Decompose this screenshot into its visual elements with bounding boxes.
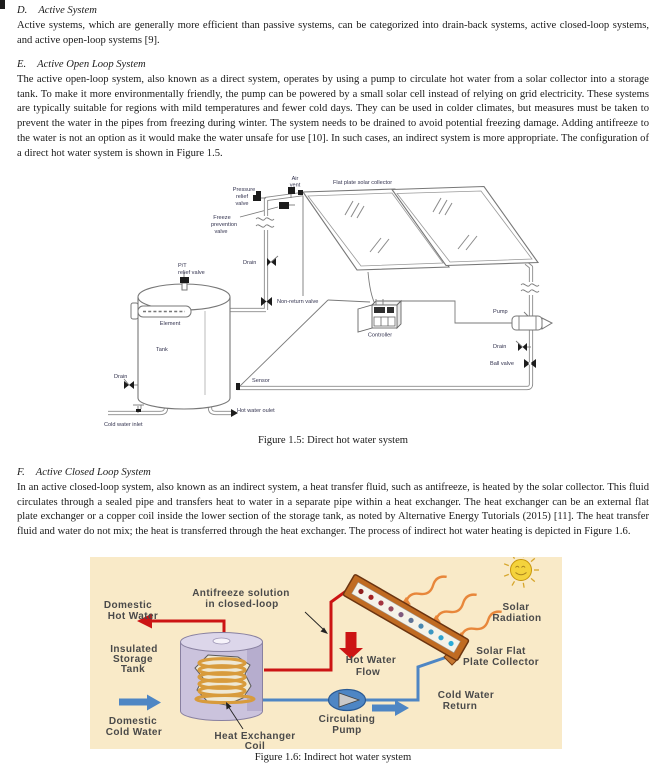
circulating-pump-label: Circulating	[318, 714, 376, 725]
cold-water-inlet-label: Cold water inlet	[104, 422, 143, 428]
figure-1-5-direct-hot-water-diagram	[100, 170, 560, 435]
section-f-heading	[17, 466, 649, 481]
freeze-prevention-valve-icon	[279, 202, 295, 209]
section-d-heading	[17, 4, 649, 19]
sensor-icon	[236, 383, 240, 390]
section-title: Active System	[38, 5, 97, 16]
hot-water-flow-label: Flow	[355, 667, 381, 678]
sensor-label: Sensor	[252, 378, 270, 384]
circulating-pump-icon	[329, 690, 366, 711]
section-f-body: In an active closed-loop system, also known as an indirect system, a heat transfer fluid, such as antifreeze, is heated by the solar collector. This fluid circulates through a sealed pipe and transfers heat to water in a separate pipe within a heat exchanger. The heat exchanger can be an external flat plate exchanger or a copper coil inside the lower section of the storage tank, as noted by Alternative Energy Tutorials (2015) [11]. The heat transfer fluid and water do not mix; the heat is transferred through the heat exchanger. The process of indirect hot water heating is depicted in Figure 1.6.	[17, 481, 649, 538]
section-letter: F.	[17, 467, 25, 478]
tank-label: Tank	[156, 347, 168, 353]
pt-relief-label: relief valve	[178, 270, 205, 276]
storage-tank	[138, 284, 230, 409]
tank-drain-valve-icon	[124, 379, 138, 389]
section-letter: E.	[17, 59, 27, 70]
drain-label: Drain	[243, 260, 257, 266]
pipe-break-left	[256, 216, 274, 230]
pressure-relief-label: Pressure	[232, 187, 256, 193]
circulating-pump-label: Pump	[332, 725, 362, 736]
antifreeze-label: in closed-loop	[205, 599, 279, 610]
solar-collector-label: Plate Collector	[462, 657, 540, 668]
pipe-break-right	[521, 282, 539, 295]
pt-relief-label: P/T	[178, 263, 187, 269]
section-f	[17, 466, 649, 540]
figure-1-6-caption: Figure 1.6: Indirect hot water system	[254, 752, 412, 763]
controller-label: Controller	[367, 332, 393, 339]
solar-collector-label: Solar Flat	[476, 646, 526, 657]
solar-radiation-label: Solar	[502, 602, 530, 613]
drain-label: Drain	[114, 374, 128, 380]
section-title: Active Closed Loop System	[35, 467, 151, 478]
pressure-relief-label: valve	[235, 201, 249, 207]
figure-1-5-caption: Figure 1.5: Direct hot water system	[257, 435, 409, 446]
controller-box	[358, 299, 401, 332]
cold-water-return-label: Return	[442, 701, 478, 712]
heat-exchanger-label: Heat Exchanger	[214, 731, 296, 742]
section-e	[17, 58, 649, 162]
pump-label: Pump	[493, 309, 508, 315]
section-d	[17, 4, 649, 48]
mid-drain-valve-icon	[267, 256, 278, 266]
air-vent-label: Air	[291, 176, 299, 182]
solar-collector-panels	[303, 187, 538, 297]
solar-radiation-label: Radiation	[492, 613, 542, 624]
freeze-prevention-label: valve	[214, 229, 228, 235]
pressure-relief-label: relief	[235, 194, 249, 200]
section-e-body: The active open-loop system, also known as a direct system, operates by using a pump to circulate hot water from a solar collector into a storage tank. To make it more environmentally friendly, the pump can be powered by a small solar cell instead of relying on grid electricity. These systems are typically suitable for regions with mild temperatures and fewer cold days. They can be used in colder climates, but measures must be taken to prevent the water in the pipes from freezing during winter. The system needs to be drained to avoid potential freezing damage. Adding antifreeze to the water is not an option as it would make the water unsafe for use [10]. In such cases, an indirect system is more appropriate. The configuration of a direct hot water system is shown in Figure 1.5.	[17, 73, 649, 159]
drain-label: Drain	[493, 344, 507, 350]
heat-exchanger-coil	[195, 655, 254, 705]
domestic-hot-water-label: Domestic	[103, 600, 153, 611]
air-vent-label: vent	[289, 182, 301, 189]
element-label: Element	[159, 321, 181, 327]
figure-1-6-indirect-hot-water-diagram	[90, 557, 562, 749]
right-drain-valve-icon	[516, 341, 531, 351]
domestic-cold-water-label: Domestic	[108, 716, 158, 727]
heat-exchanger-label: Coil	[244, 741, 266, 749]
scan-artifact	[0, 0, 5, 9]
antifreeze-label: Antifreeze solution	[192, 588, 290, 599]
section-title: Active Open Loop System	[37, 59, 146, 70]
domestic-hot-water-label: Hot Water	[107, 611, 159, 622]
section-d-body: Active systems, which are generally more efficient than passive systems, can be categorized into drain-back systems, active closed-loop systems, and active open-loop systems [9].	[17, 19, 649, 46]
cold-water-return-label: Cold Water	[437, 690, 495, 701]
section-e-heading	[17, 58, 649, 73]
freeze-prevention-label: Freeze	[213, 215, 231, 221]
tank-top-port	[213, 638, 230, 644]
insulated-tank-label: Tank	[120, 664, 146, 675]
non-return-valve-label: Non-return valve	[277, 299, 319, 305]
section-letter: D.	[17, 5, 28, 16]
insulated-tank-label: Storage	[112, 654, 154, 665]
insulated-tank-label: Insulated	[110, 644, 158, 655]
domestic-cold-water-label: Cold Water	[105, 727, 163, 738]
hot-water-outlet-label: Hot water oulet	[237, 408, 275, 414]
ball-valve-label: Ball valve	[490, 361, 514, 367]
hot-water-flow-label: Hot Water	[345, 655, 397, 666]
flat-plate-label: Flat plate solar collector	[333, 180, 393, 186]
freeze-prevention-label: prevention	[210, 222, 238, 228]
